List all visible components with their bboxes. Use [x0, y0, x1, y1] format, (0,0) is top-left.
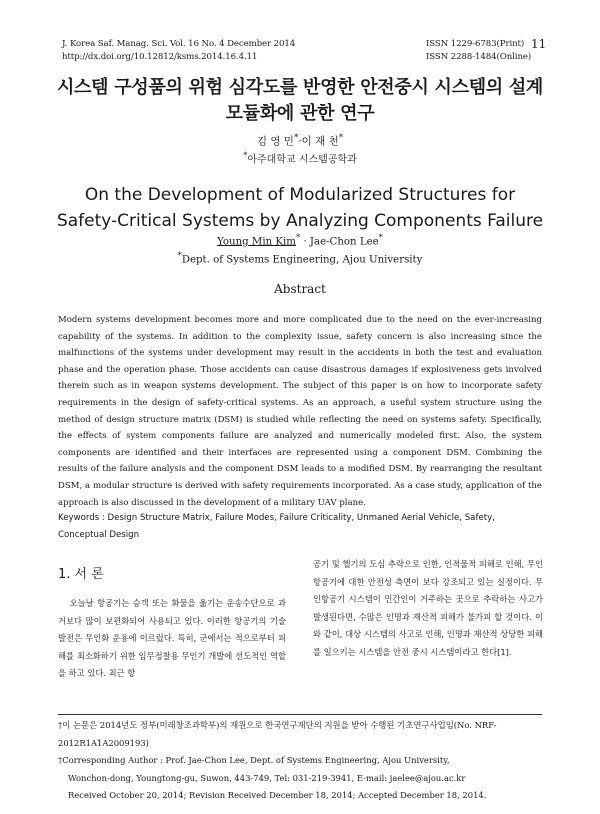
keywords-list: Design Structure Matrix, Failure Modes, Failure Criticality, Unmaned Aerial Vehicle, Safety, Conceptual Design: [58, 513, 495, 540]
author-mark: *: [378, 233, 383, 243]
section-heading-introduction: 1. 서 론: [58, 567, 104, 582]
author-mark: *: [338, 133, 344, 143]
received-dates: Received October 20, 2014; Revision Received December 18, 2014; Accepted December 18, 2014.: [68, 790, 487, 801]
page-number: 11: [531, 37, 547, 51]
running-header-left: [62, 38, 295, 63]
journal-citation: J. Korea Saf. Manag. Sci. Vol. 16 No. 4 December 2014: [62, 39, 296, 49]
paragraph: 공기 및 헬기의 도심 추락으로 인한, 인적물적 피해로 인해, 무인 항공기에 대한 안전성 측면이 보다 강조되고 있는 실정이다. 무인항공기 시스템이 민간인이 거주하는 곳으로 추락하는 사고가 발생된다면, 수많은 인명과 재산적 피해가 불가피 할 것이다. 이와 같이, 대상 시스템의 사고로 인해, 인명과 재산적 상당한 피해를 일으키는 시스템을 안전 중시 시스템이라고 한다[1].: [313, 559, 543, 657]
author-separator: ·: [300, 236, 310, 248]
abstract-body: Modern systems development becomes more and more complicated due to the need on the ever-increasing capability of the systems. In addition to the complexity issue, safety concern is also increasing since the malfunctions of the systems under development may result in the accidents in both the test and evaluation phase and the operation phase. Those accidents can cause disastrous damages if explosiveness gets involved therein such as in weapon systems development. The subject of this paper is on how to incorporate safety requirements in the design of safety-critical systems. As an approach, a useful system structure using the method of design structure matrix (DSM) is studied while reflecting the need on systems safety. Specifically, the effects of system components failure are analyzed and numerically modeled first. Also, the system components are identified and their interfaces are represented using a component DSM. Combining the results of the failure analysis and the component DSM leads to a modified DSM. By rearranging the resultant DSM, a modular structure is derived with safety requirements incorporated. As a case study, application of the approach is also discussed in the development of a military UAV plane.: [58, 315, 542, 508]
korean-author-2: 이 재 천: [301, 135, 339, 148]
korean-title-line2: 모듈화에 관한 연구: [225, 103, 375, 124]
english-title-line2: Safety-Critical Systems by Analyzing Components Failure: [56, 211, 544, 231]
english-affiliation-text: Dept. of Systems Engineering, Ajou University: [181, 254, 423, 266]
paragraph: 오늘날 항공기는 승객 또는 화물을 옮기는 운송수단으로 과거보다 많이 보편화되어 사용되고 있다. 이러한 항공기의 기술 발전은 무인화 운용에 이르렀다. 특히, 군에서는 적으로부터 피해를 최소화하기 위한 임무정찰용 무인기 개발에 선도적인 역할을 하고 있다. 최근 항: [58, 598, 286, 679]
english-author-1: Young Min Kim: [217, 236, 296, 248]
english-title-line1: On the Development of Modularized Structures for: [84, 185, 516, 205]
issn-print: ISSN 1229-6783(Print): [426, 39, 525, 49]
corresponding-author-line2: Wonchon-dong, Youngtong-gu, Suwon, 443-749, Tel: 031-219-3941, E-mail: jaelee@ajou.ac.kr: [68, 772, 466, 783]
korean-title-line1: 시스템 구성품의 위험 심각도를 반영한 안전중시 시스템의 설계: [56, 77, 544, 98]
doi-link[interactable]: http://dx.doi.org/10.12812/ksms.2014.16.4.11: [62, 51, 258, 62]
english-affiliation: [40, 251, 560, 265]
korean-author-1: 김 영 민: [256, 135, 294, 148]
corresponding-author-footnote: [58, 752, 546, 805]
keywords-label: Keywords: [58, 513, 100, 523]
english-author-2: Jae-Chon Lee: [309, 236, 379, 248]
author-mark: *: [293, 133, 299, 143]
body-column-left: [58, 595, 286, 683]
keywords: [58, 510, 542, 543]
affiliation-mark: *: [243, 150, 248, 160]
korean-title: [40, 75, 560, 127]
funding-footnote: [58, 717, 546, 752]
korean-affiliation: [40, 150, 560, 165]
issn-online: ISSN 2288-1484(Online): [426, 51, 532, 62]
footnote-divider: [58, 714, 542, 715]
running-header-right: [426, 38, 531, 63]
footnote-mark: †: [58, 755, 63, 765]
keywords-separator: :: [99, 513, 108, 523]
abstract-heading: Abstract: [274, 282, 326, 296]
body-column-right: [313, 556, 543, 662]
author-separator: ·: [298, 135, 302, 148]
author-mark: *: [295, 233, 301, 243]
funding-text: 이 논문은 2014년도 정부(미래창조과학부)의 재원으로 한국연구재단의 지원을 받아 수행된 기초연구사업임(No. NRF-2012R1A1A2009193): [58, 720, 497, 748]
korean-authors: [40, 133, 560, 149]
english-title: [40, 182, 560, 234]
affiliation-mark: *: [177, 251, 182, 261]
korean-affiliation-text: 아주대학교 시스템공학과: [247, 154, 357, 166]
corresponding-author-line1: Corresponding Author : Prof. Jae-Chon Lee, Dept. of Systems Engineering, Ajou University,: [62, 755, 450, 765]
english-authors: [40, 233, 560, 247]
footnote-mark: †: [58, 720, 63, 730]
